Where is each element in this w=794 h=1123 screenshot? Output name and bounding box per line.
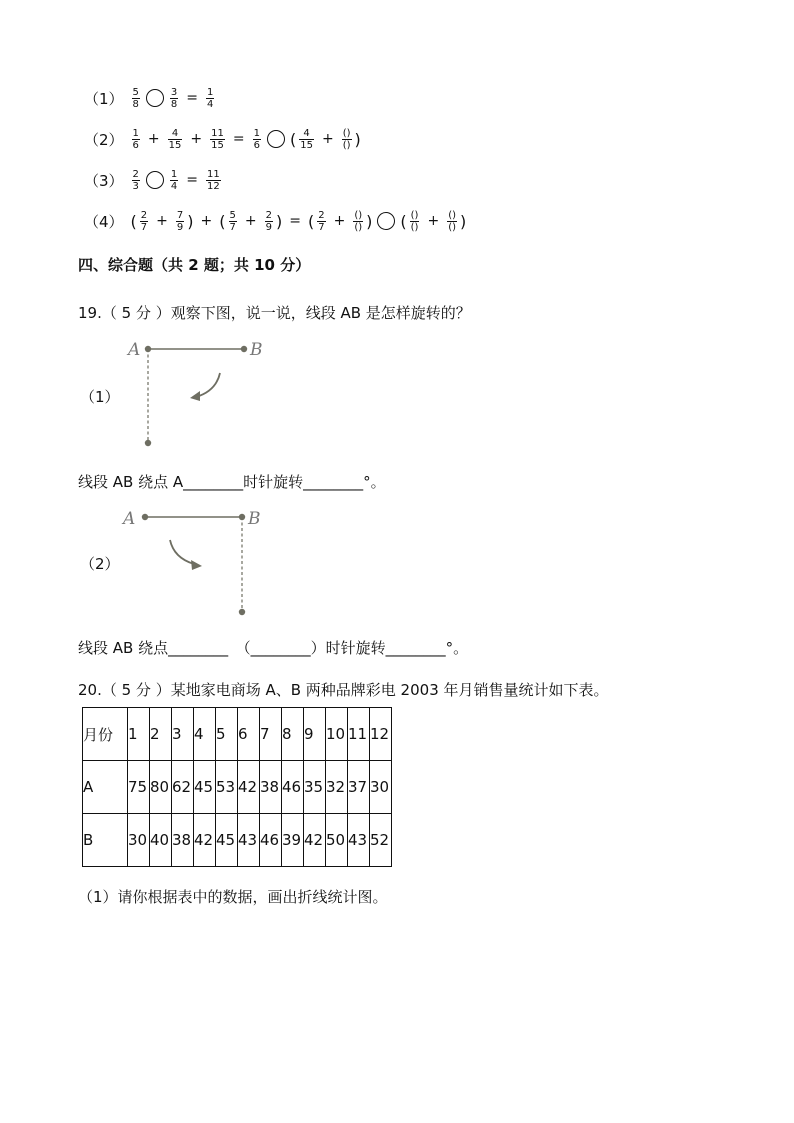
table-cell: 42	[238, 761, 260, 814]
fraction: $\frac{1}{4}$	[170, 168, 178, 192]
fraction-blank[interactable]: $\frac{()}{()}$	[410, 209, 419, 233]
table-cell: 32	[326, 761, 348, 814]
table-cell: 43	[348, 814, 370, 867]
figure-2-label: （2）	[80, 555, 120, 573]
fraction: $\frac{11}{12}$	[207, 168, 220, 192]
table-header-cell: 10	[326, 708, 348, 761]
table-cell: 42	[304, 814, 326, 867]
equation-label: （2）	[84, 130, 124, 149]
table-header-cell: 3	[172, 708, 194, 761]
table-cell: 75	[128, 761, 150, 814]
fraction-blank[interactable]: $\frac{()}{()}$	[448, 209, 457, 233]
table-header-cell: 11	[348, 708, 370, 761]
equation-label: （1）	[84, 89, 124, 108]
table-cell: 50	[326, 814, 348, 867]
point-b	[241, 346, 247, 352]
table-cell: 38	[172, 814, 194, 867]
fraction: $\frac{2}{3}$	[132, 168, 139, 192]
table-cell: 38	[260, 761, 282, 814]
table-cell: A	[83, 761, 128, 814]
blank-circle[interactable]	[146, 171, 164, 189]
blank-circle[interactable]	[377, 212, 395, 230]
table-header-row	[83, 708, 392, 761]
fraction: $\frac{1}{6}$	[132, 127, 139, 151]
table-cell: 42	[194, 814, 216, 867]
equation-label: （3）	[84, 171, 124, 190]
table-header-cell: 8	[282, 708, 304, 761]
table-cell: 39	[282, 814, 304, 867]
table-cell: B	[83, 814, 128, 867]
table-header-cell: 月份	[83, 708, 128, 761]
table-cell: 30	[370, 761, 392, 814]
question-19-title: 19.（ 5 分 ）观察下图，说一说，线段 AB 是怎样旋转的？	[78, 304, 471, 322]
table-cell: 62	[172, 761, 194, 814]
rotated-point	[239, 609, 245, 615]
rotation-arrow-icon	[170, 540, 194, 564]
sub-question-1: （1）请你根据表中的数据，画出折线统计图。	[78, 888, 388, 906]
point-b-label: B	[250, 340, 263, 360]
blank-circle[interactable]	[267, 130, 285, 148]
table-row	[83, 814, 392, 867]
fraction: $\frac{5}{8}$	[132, 86, 139, 110]
fraction: $\frac{7}{9}$	[176, 209, 184, 233]
fraction-blank[interactable]: $\frac{()}{()}$	[354, 209, 363, 233]
fraction: $\frac{2}{7}$	[140, 209, 148, 233]
table-header-cell: 7	[260, 708, 282, 761]
fraction: $\frac{1}{6}$	[253, 127, 260, 151]
sales-table	[82, 707, 392, 867]
table-cell: 80	[150, 761, 172, 814]
rotated-point	[145, 440, 151, 446]
table-header-cell: 1	[128, 708, 150, 761]
table-cell: 35	[304, 761, 326, 814]
table-cell: 45	[216, 814, 238, 867]
table-cell: 46	[260, 814, 282, 867]
rotation-figure-1	[120, 335, 280, 455]
table-header-cell: 12	[370, 708, 392, 761]
fraction-blank[interactable]: $\frac{()}{()}$	[342, 127, 351, 151]
fraction: $\frac{4}{15}$	[300, 127, 313, 151]
table-cell: 30	[128, 814, 150, 867]
section-title: 四、综合题（共 2 题；共 10 分）	[78, 256, 311, 274]
equation-1: （1） $\frac{5}{8}$ $\frac{3}{8}$ = $\frac{1}{4}$	[84, 86, 214, 110]
fraction: $\frac{5}{7}$	[229, 209, 236, 233]
table-row	[83, 761, 392, 814]
table-header-cell: 5	[216, 708, 238, 761]
figure-1-label: （1）	[80, 388, 120, 406]
table-header-cell: 6	[238, 708, 260, 761]
table-header-cell: 4	[194, 708, 216, 761]
equation-4: （4） ( $\frac{2}{7}$ + $\frac{7}{9}$ ) + ( $\frac{5}{7}$ + $\frac{2}{9}$ ) = ( $\frac{2}{7}$ + $\frac{()}{()}$ ) ( $\frac{()}{()}$ + $\frac{()}{()}$ )	[84, 209, 467, 233]
blank-circle[interactable]	[146, 89, 164, 107]
table-header-cell: 2	[150, 708, 172, 761]
fraction: $\frac{3}{8}$	[170, 86, 178, 110]
fraction: $\frac{2}{7}$	[318, 209, 325, 233]
table-cell: 40	[150, 814, 172, 867]
point-a	[142, 514, 148, 520]
question-20-title: 20.（ 5 分 ）某地家电商场 A、B 两种品牌彩电 2003 年月销售量统计如下表。	[78, 681, 609, 699]
table-cell: 45	[194, 761, 216, 814]
table-cell: 53	[216, 761, 238, 814]
table-header-cell: 9	[304, 708, 326, 761]
fraction: $\frac{4}{15}$	[168, 127, 182, 151]
fraction: $\frac{1}{4}$	[207, 86, 214, 110]
rotation-figure-2	[118, 502, 278, 622]
point-a-label: A	[128, 340, 141, 360]
fraction: $\frac{2}{9}$	[265, 209, 272, 233]
fraction: $\frac{11}{15}$	[211, 127, 224, 151]
equation-label: （4）	[84, 212, 124, 231]
table-cell: 52	[370, 814, 392, 867]
table-cell: 43	[238, 814, 260, 867]
equation-3: （3） $\frac{2}{3}$ $\frac{1}{4}$ = $\frac{11}{12}$	[84, 168, 220, 192]
table-cell: 46	[282, 761, 304, 814]
point-b-label: B	[248, 509, 261, 529]
equation-2: （2） $\frac{1}{6}$ + $\frac{4}{15}$ + $\frac{11}{15}$ = $\frac{1}{6}$ ( $\frac{4}{15}$ + $\frac{()}{()}$ )	[84, 127, 361, 151]
point-a-label: A	[123, 509, 136, 529]
fill-blank-1: 线段 AB 绕点 A________时针旋转________°。	[78, 473, 386, 491]
table-cell: 37	[348, 761, 370, 814]
fill-blank-2: 线段 AB 绕点________ （________）时针旋转________°。	[78, 639, 469, 657]
